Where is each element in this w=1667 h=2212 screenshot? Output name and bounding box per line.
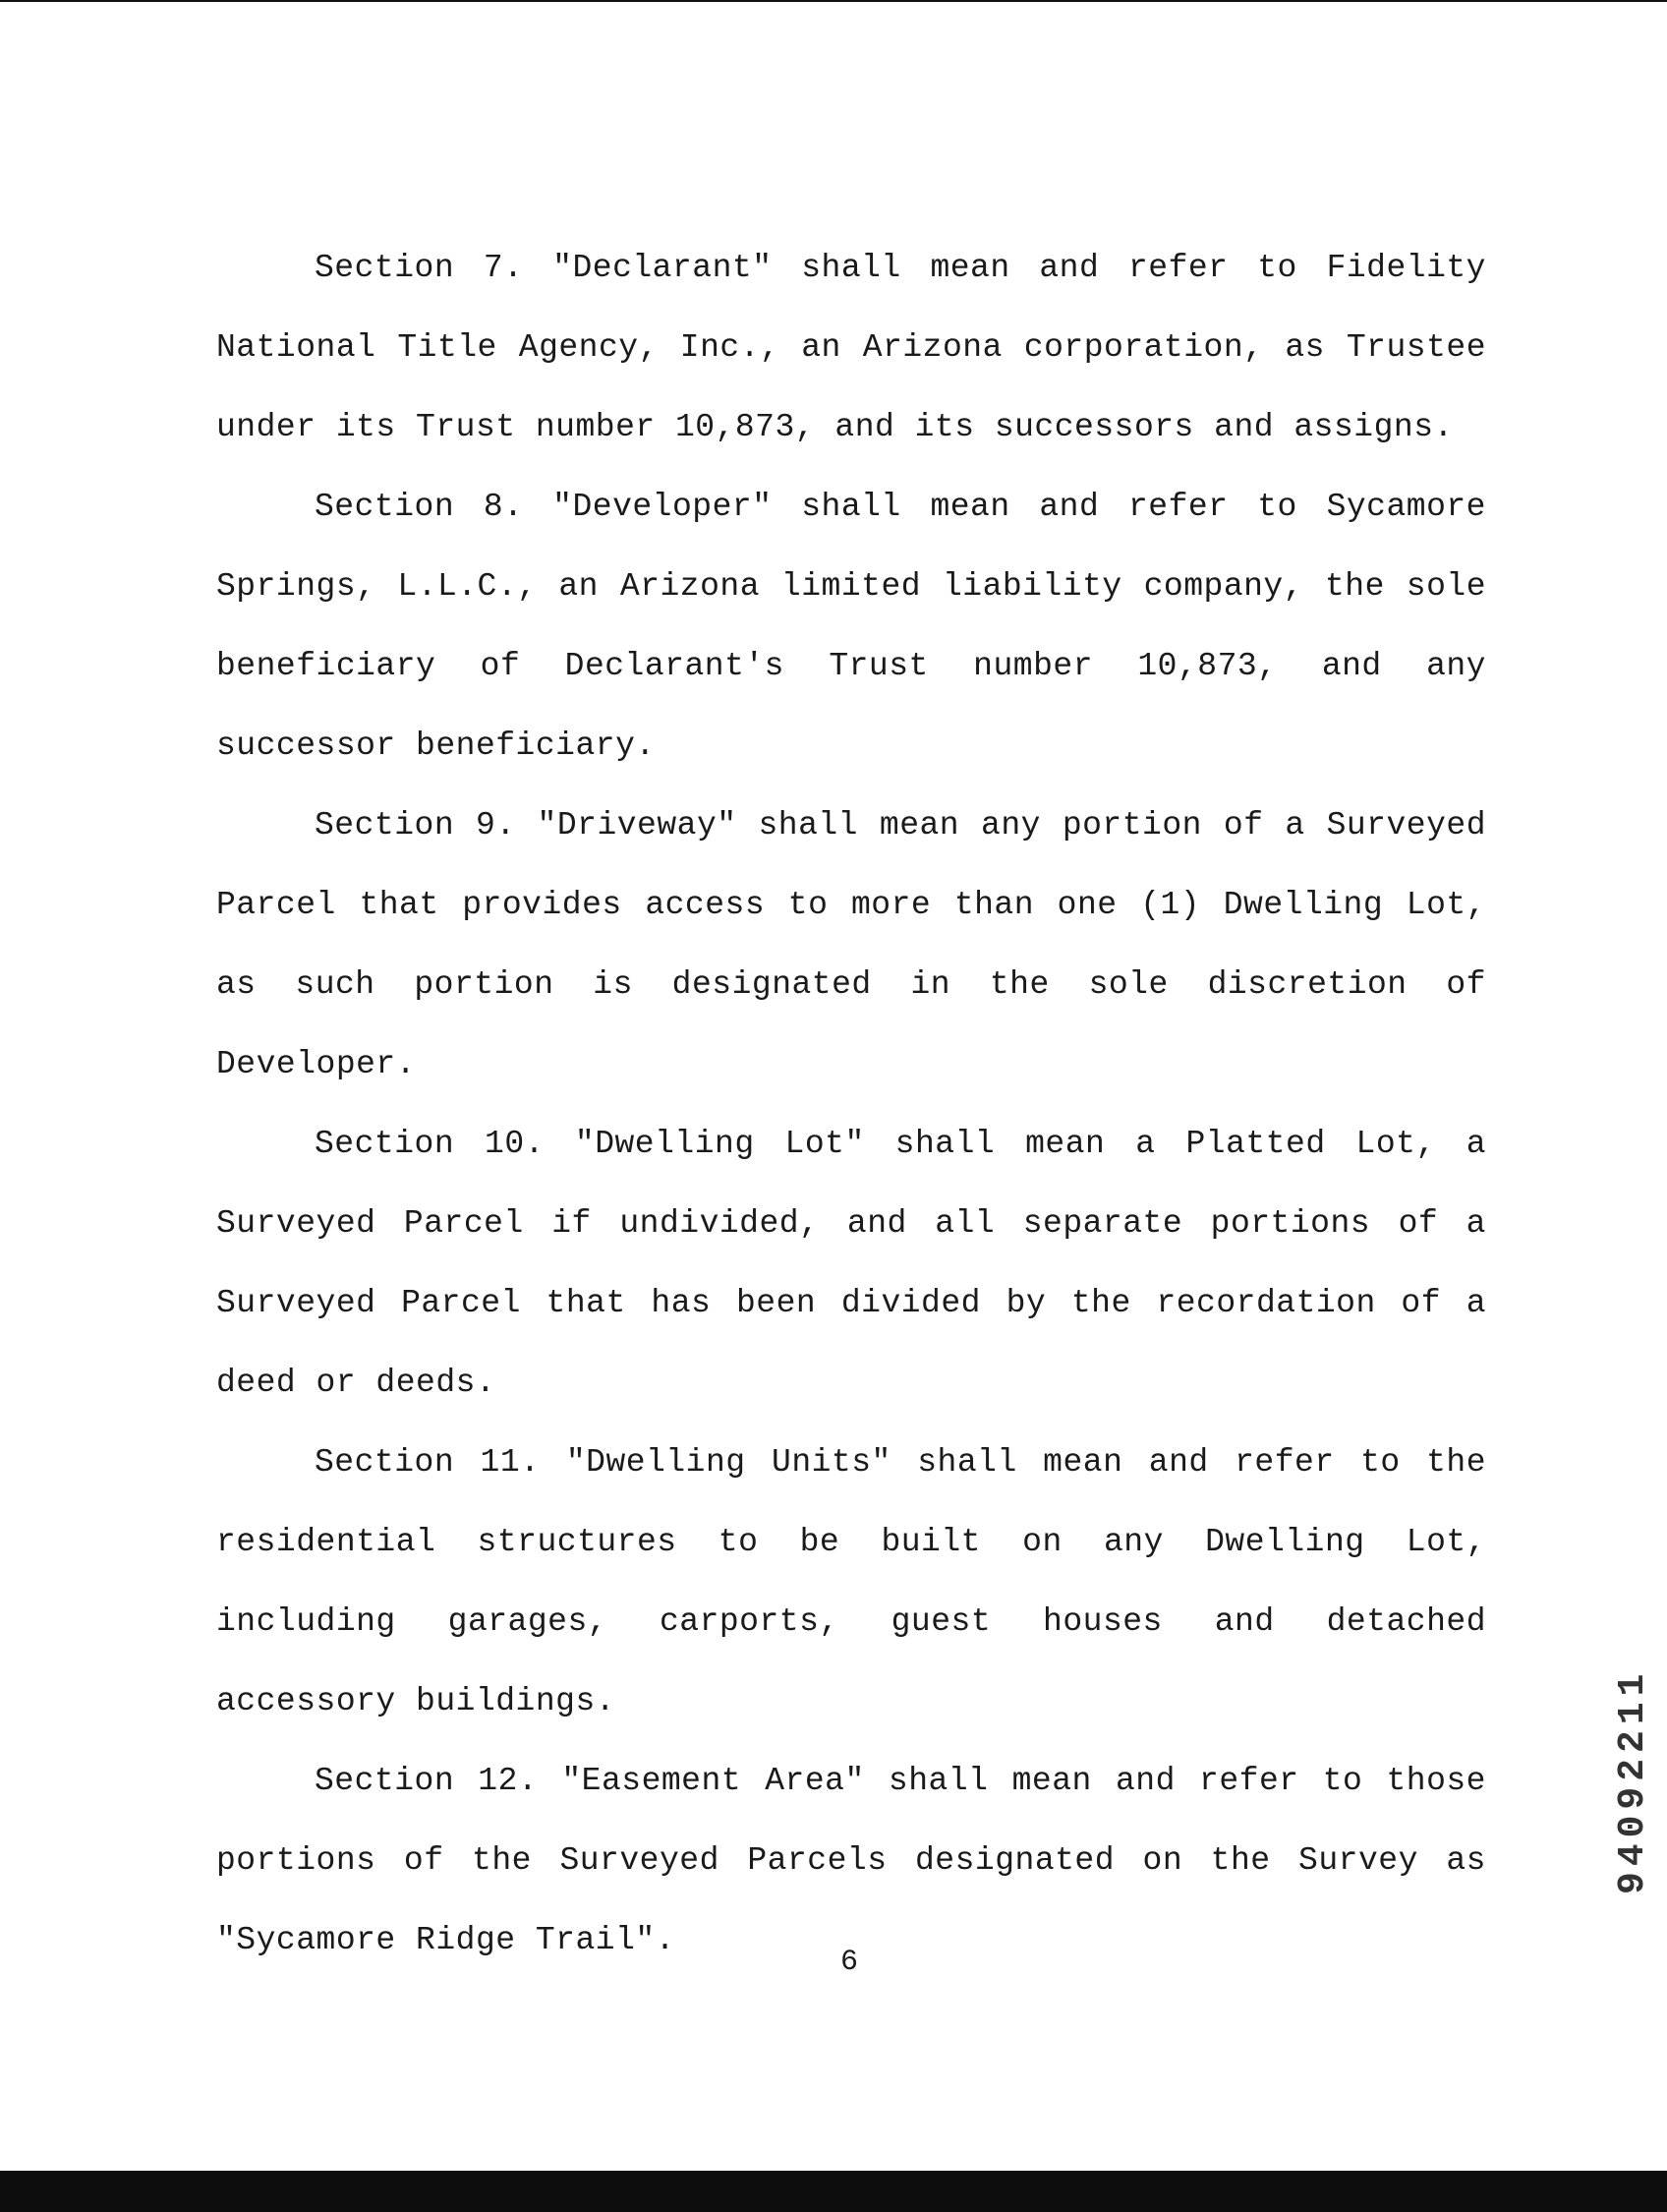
recording-stamp: 94092211 (1612, 1667, 1654, 1894)
section-8-paragraph: Section 8. "Developer" shall mean and refer to Sycamore Springs, L.L.C., an Arizona limited liability company, the sole beneficiary of Declarant's Trust number 10,873, and any successor beneficiary. (216, 489, 1486, 764)
page-number: 6 (839, 1946, 858, 1979)
section-7-paragraph: Section 7. "Declarant" shall mean and refer to Fidelity National Title Agency, Inc., an Arizona corporation, as Trustee under its Trust number 10,873, and its successors and assigns. (216, 250, 1486, 445)
section-12-paragraph: Section 12. "Easement Area" shall mean and refer to those portions of the Surveyed Parcels designated on the Survey as "Sycamore Ridge Trail". (216, 1763, 1486, 1958)
section-11-paragraph: Section 11. "Dwelling Units" shall mean and refer to the residential structures to be built on any Dwelling Lot, including garages, carports, guest houses and detached accessory buildings. (216, 1444, 1486, 1719)
document-body (216, 228, 1486, 1980)
section-10-paragraph: Section 10. "Dwelling Lot" shall mean a Platted Lot, a Surveyed Parcel if undivided, and all separate portions of a Surveyed Parcel that has been divided by the recordation of a deed or deeds. (216, 1126, 1486, 1401)
scan-bottom-border (0, 2171, 1667, 2212)
section-9-paragraph: Section 9. "Driveway" shall mean any portion of a Surveyed Parcel that provides access to more than one (1) Dwelling Lot, as such portion is designated in the sole discretion of Developer. (216, 807, 1486, 1082)
